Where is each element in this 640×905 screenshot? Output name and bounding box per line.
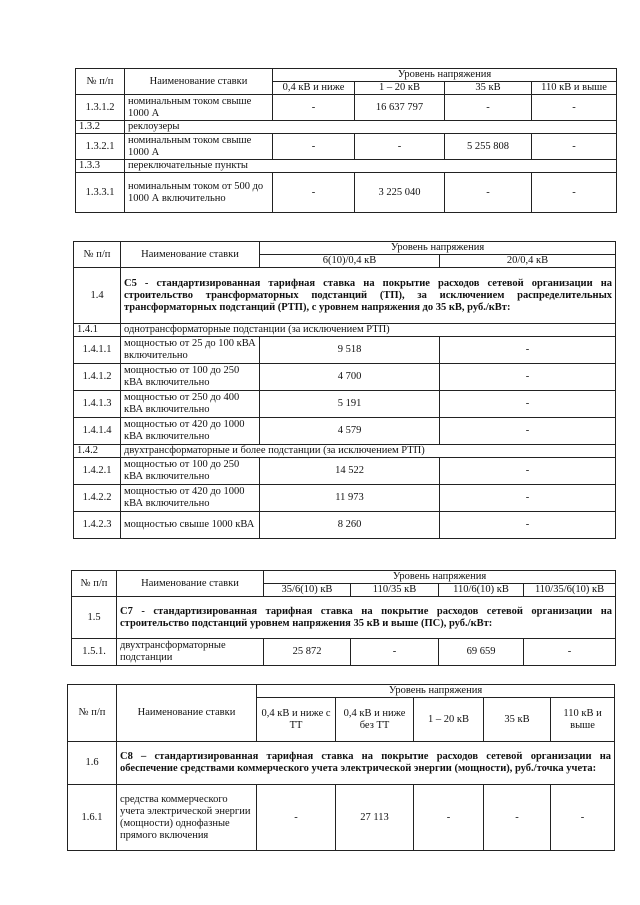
table-3	[71, 570, 616, 666]
table-row	[74, 458, 616, 485]
cell-value: 4 579	[260, 418, 440, 445]
cell-value: -	[273, 95, 355, 121]
row-number: 1.4.2.2	[74, 485, 121, 512]
row-number: 1.4.1	[74, 324, 121, 337]
header-rate-name: Наименование ставки	[121, 242, 260, 268]
row-number: 1.3.2	[76, 121, 125, 134]
section-number: 1.5	[72, 597, 117, 639]
table-1	[75, 68, 617, 213]
col-header: 35 кВ	[484, 698, 551, 742]
row-name: мощностью от 420 до 1000 кВА включительно	[121, 418, 260, 445]
cell-value: 25 872	[264, 639, 351, 666]
row-number: 1.3.1.2	[76, 95, 125, 121]
header-voltage-level: Уровень напряжения	[257, 685, 615, 698]
col-header: 0,4 кВ и ниже	[273, 82, 355, 95]
cell-value: -	[440, 458, 616, 485]
cell-value: -	[273, 173, 355, 213]
cell-value: -	[524, 639, 616, 666]
section-title: С8 – стандартизированная тарифная ставка на покрытие расходов сетевой организации на обеспечение средствами коммерческого учета электрической энергии (мощности), руб./точка учета:	[117, 742, 615, 785]
row-number: 1.6.1	[68, 785, 117, 851]
cell-value: -	[440, 337, 616, 364]
row-name: номинальным током свыше 1000 А	[125, 134, 273, 160]
col-header: 0,4 кВ и ниже без ТТ	[336, 698, 414, 742]
cell-value: 14 522	[260, 458, 440, 485]
cell-value: -	[484, 785, 551, 851]
col-header: 1 – 20 кВ	[414, 698, 484, 742]
row-name: номинальным током свыше 1000 А	[125, 95, 273, 121]
section-title: С5 - стандартизированная тарифная ставка на покрытие расходов сетевой организации на строительство трансформаторных подстанций (ТП), за исключением распределительных трансформаторных подстанций (РТП), с уровнем напряжения до 35 кВ, руб./кВт:	[121, 268, 616, 324]
section-row	[72, 597, 616, 639]
row-name: мощностью свыше 1000 кВА	[121, 512, 260, 539]
header-voltage-level: Уровень напряжения	[273, 69, 617, 82]
row-number: 1.4.1.4	[74, 418, 121, 445]
cell-value: -	[440, 512, 616, 539]
row-number: 1.4.2.1	[74, 458, 121, 485]
row-number: 1.5.1.	[72, 639, 117, 666]
col-header: 110/6(10) кВ	[439, 584, 524, 597]
row-number: 1.3.2.1	[76, 134, 125, 160]
header-rate-name: Наименование ставки	[117, 685, 257, 742]
col-header: 1 – 20 кВ	[355, 82, 445, 95]
col-header: 110/35 кВ	[351, 584, 439, 597]
cell-value: -	[532, 95, 617, 121]
cell-value: -	[440, 418, 616, 445]
cell-value: -	[351, 639, 439, 666]
section-number: 1.4	[74, 268, 121, 324]
row-name: мощностью от 250 до 400 кВА включительно	[121, 391, 260, 418]
table-row	[74, 512, 616, 539]
col-header: 35 кВ	[445, 82, 532, 95]
table-row	[74, 485, 616, 512]
row-name: двухтрансформаторные и более подстанции (за исключением РТП)	[121, 445, 616, 458]
header-rate-name: Наименование ставки	[117, 571, 264, 597]
cell-value: 9 518	[260, 337, 440, 364]
cell-value: -	[532, 173, 617, 213]
cell-value: -	[440, 364, 616, 391]
table-row	[72, 639, 616, 666]
header-number: № п/п	[76, 69, 125, 95]
header-number: № п/п	[68, 685, 117, 742]
col-header: 0,4 кВ и ниже с ТТ	[257, 698, 336, 742]
table-row	[74, 364, 616, 391]
cell-value: 11 973	[260, 485, 440, 512]
cell-value: 5 255 808	[445, 134, 532, 160]
table-4	[67, 684, 615, 851]
cell-value: -	[445, 95, 532, 121]
table-row	[76, 173, 617, 213]
header-voltage-level: Уровень напряжения	[264, 571, 616, 584]
cell-value: 3 225 040	[355, 173, 445, 213]
table-2	[73, 241, 616, 539]
row-number: 1.3.3.1	[76, 173, 125, 213]
row-number: 1.4.2.3	[74, 512, 121, 539]
col-header: 6(10)/0,4 кВ	[260, 255, 440, 268]
col-header: 110 кВ и выше	[532, 82, 617, 95]
cell-value: 69 659	[439, 639, 524, 666]
row-name: номинальным током от 500 до 1000 А включительно	[125, 173, 273, 213]
cell-value: -	[532, 134, 617, 160]
cell-value: 4 700	[260, 364, 440, 391]
col-header: 110/35/6(10) кВ	[524, 584, 616, 597]
table-row	[76, 134, 617, 160]
header-rate-name: Наименование ставки	[125, 69, 273, 95]
row-name: переключательные пункты	[125, 160, 617, 173]
col-header: 35/6(10) кВ	[264, 584, 351, 597]
cell-value: 16 637 797	[355, 95, 445, 121]
cell-value: 5 191	[260, 391, 440, 418]
row-name: мощностью от 100 до 250 кВА включительно	[121, 458, 260, 485]
table-row	[74, 337, 616, 364]
cell-value: -	[273, 134, 355, 160]
row-number: 1.4.1.2	[74, 364, 121, 391]
section-number: 1.6	[68, 742, 117, 785]
row-name: двухтрансформаторные подстанции	[117, 639, 264, 666]
cell-value: -	[414, 785, 484, 851]
section-title: С7 - стандартизированная тарифная ставка на покрытие расходов сетевой организации на строительство подстанций уровнем напряжения 35 кВ и выше (ПС), руб./кВт:	[117, 597, 616, 639]
row-number: 1.4.1.3	[74, 391, 121, 418]
section-row	[74, 268, 616, 324]
row-number: 1.4.1.1	[74, 337, 121, 364]
cell-value: 27 113	[336, 785, 414, 851]
cell-value: -	[551, 785, 615, 851]
cell-value: -	[445, 173, 532, 213]
header-voltage-level: Уровень напряжения	[260, 242, 616, 255]
cell-value: -	[440, 485, 616, 512]
col-header: 20/0,4 кВ	[440, 255, 616, 268]
row-name: мощностью от 420 до 1000 кВА включительно	[121, 485, 260, 512]
row-name: средства коммерческого учета электрической энергии (мощности) однофазные прямого включения	[117, 785, 257, 851]
header-number: № п/п	[72, 571, 117, 597]
row-name: однотрансформаторные подстанции (за исключением РТП)	[121, 324, 616, 337]
cell-value: -	[355, 134, 445, 160]
cell-value: -	[257, 785, 336, 851]
row-name: реклоузеры	[125, 121, 617, 134]
section-row	[68, 742, 615, 785]
table-row	[74, 324, 616, 337]
row-number: 1.4.2	[74, 445, 121, 458]
cell-value: -	[440, 391, 616, 418]
table-row	[74, 445, 616, 458]
col-header: 110 кВ и выше	[551, 698, 615, 742]
cell-value: 8 260	[260, 512, 440, 539]
table-row	[76, 95, 617, 121]
row-name: мощностью от 100 до 250 кВА включительно	[121, 364, 260, 391]
table-row	[74, 391, 616, 418]
header-number: № п/п	[74, 242, 121, 268]
table-row	[68, 785, 615, 851]
table-row	[76, 121, 617, 134]
table-row	[74, 418, 616, 445]
row-name: мощностью от 25 до 100 кВА включительно	[121, 337, 260, 364]
table-row	[76, 160, 617, 173]
row-number: 1.3.3	[76, 160, 125, 173]
